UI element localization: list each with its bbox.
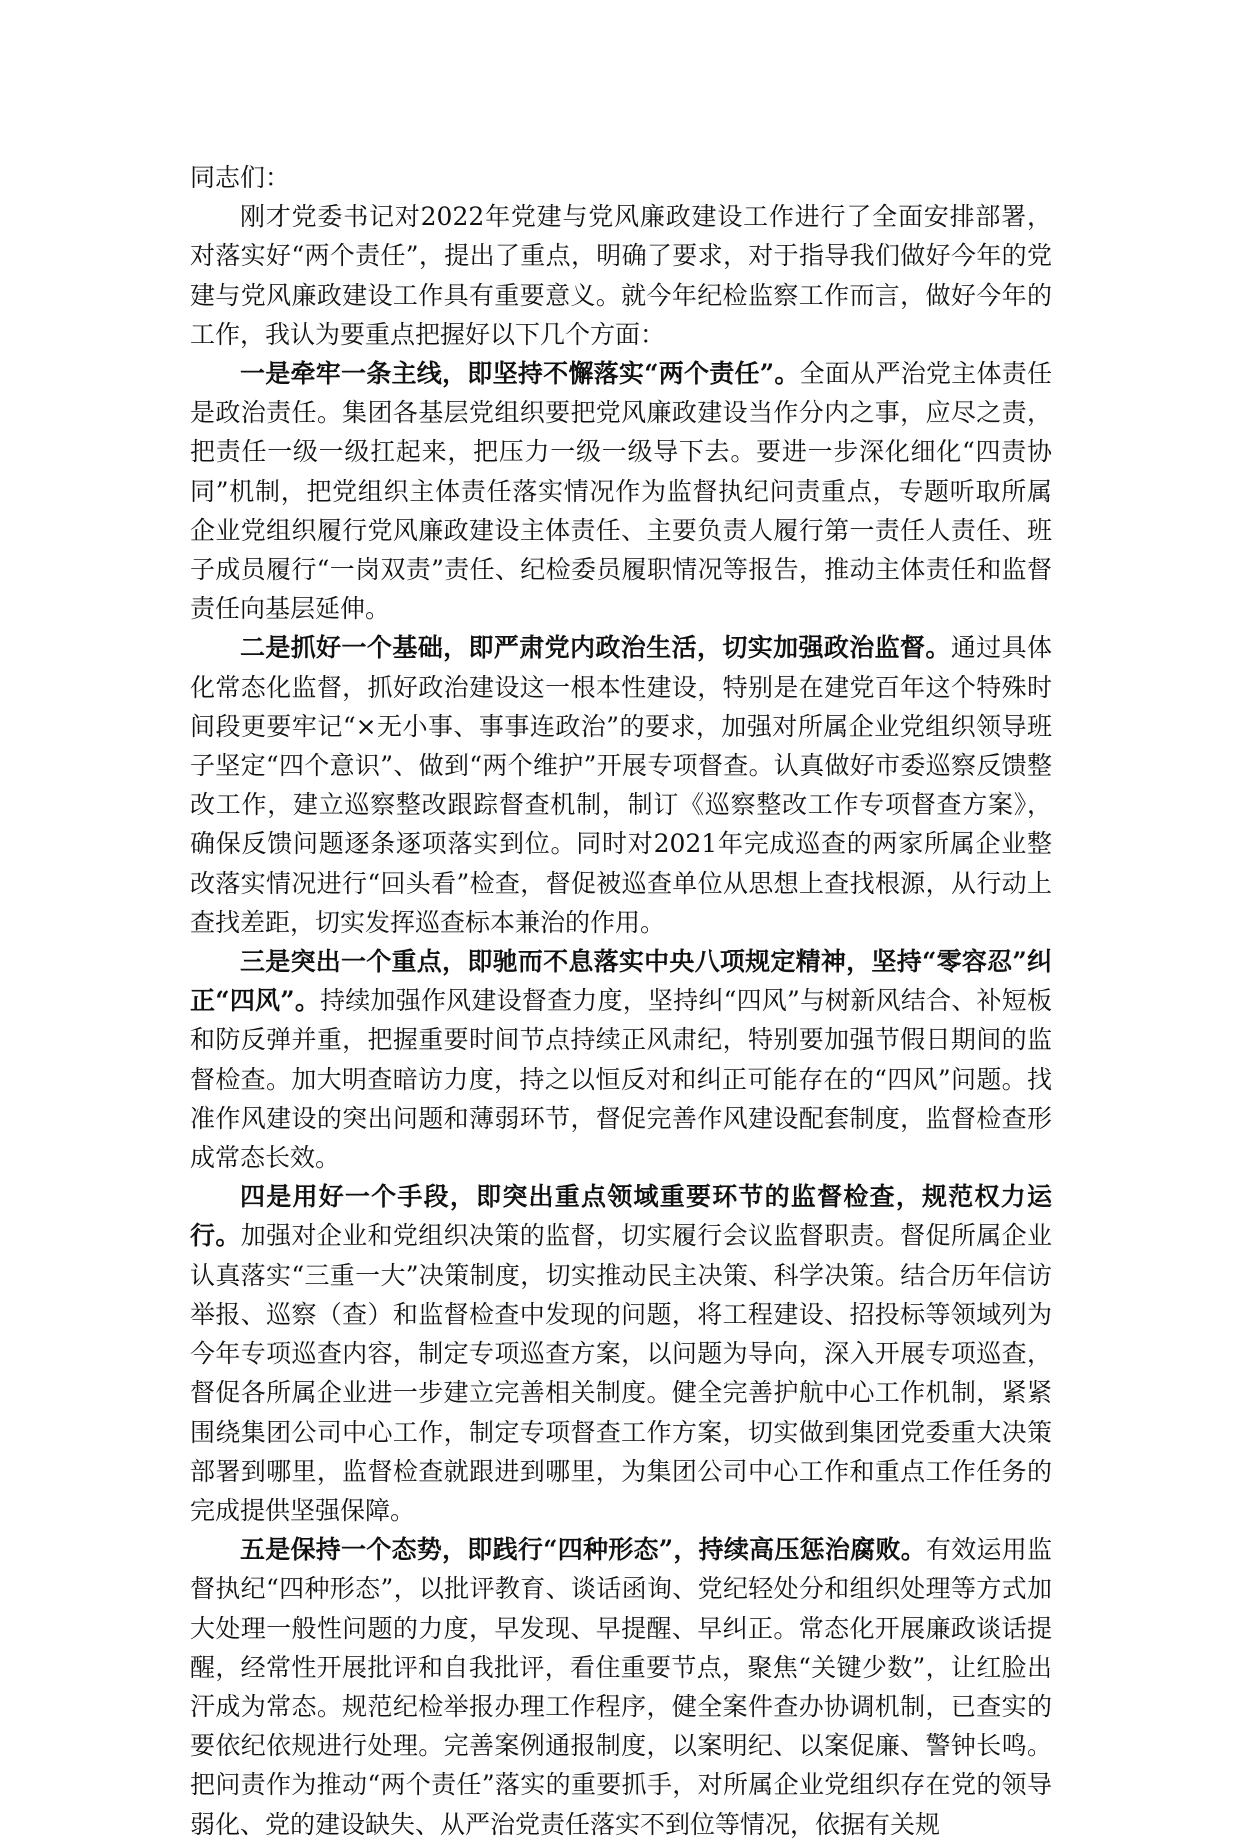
- section-body-3: 持续加强作风建设督查力度，坚持纠“四风”与树新风结合、补短板和防反弹并重，把握重要时间节点持续正风肃纪，特别要加强节假日期间的监督检查。加大明查暗访力度，持之以恒反对和纠正可能存在的“四风”问题。找准作风建设的突出问题和薄弱环节，督促完善作风建设配套制度，监督检查形成常态长效。: [190, 986, 1052, 1173]
- salutation: 同志们：: [190, 163, 291, 192]
- section-paragraph-2: [190, 628, 1052, 942]
- section-body-1: 全面从严治党主体责任是政治责任。集团各基层党组织要把党风廉政建设当作分内之事，应尽之责，把责任一级一级扛起来，把压力一级一级导下去。要进一步深化细化“四责协同”机制，把党组织主体责任落实情况作为监督执纪问责重点，专题听取所属企业党组织履行党风廉政建设主体责任、主要负责人履行第一责任人责任、班子成员履行“一岗双责”责任、纪检委员履职情况等报告，推动主体责任和监督责任向基层延伸。: [190, 359, 1052, 624]
- section-body-2: 通过具体化常态化监督，抓好政治建设这一根本性建设，特别是在建党百年这个特殊时间段更要牢记“×无小事、事事连政治”的要求，加强对所属企业党组织领导班子坚定“四个意识”、做到“两个维护”开展专项督查。认真做好市委巡察反馈整改工作，建立巡察整改跟踪督查机制，制订《巡察整改工作专项督查方案》，确保反馈问题逐条逐项落实到位。同时对2021年完成巡查的两家所属企业整改落实情况进行“回头看”检查，督促被巡查单位从思想上查找根源，从行动上查找差距，切实发挥巡查标本兼治的作用。: [190, 633, 1052, 937]
- section-body-5: 有效运用监督执纪“四种形态”，以批评教育、谈话函询、党纪轻处分和组织处理等方式加大处理一般性问题的力度，早发现、早提醒、早纠正。常态化开展廉政谈话提醒，经常性开展批评和自我批评，看住重要节点，聚焦“关键少数”，让红脸出汗成为常态。规范纪检举报办理工作程序，健全案件查办协调机制，已查实的要依纪依规进行处理。完善案例通报制度，以案明纪、以案促廉、警钟长鸣。把问责作为推动“两个责任”落实的重要抓手，对所属企业党组织存在党的领导弱化、党的建设缺失、从严治党责任落实不到位等情况，依据有关规: [190, 1535, 1052, 1839]
- intro-paragraph: 刚才党委书记对2022年党建与党风廉政建设工作进行了全面安排部署，对落实好“两个责任”，提出了重点，明确了要求，对于指导我们做好今年的党建与党风廉政建设工作具有重要意义。就今年纪检监察工作而言，做好今年的工作，我认为要重点把握好以下几个方面：: [190, 202, 1052, 349]
- section-paragraph-3: [190, 942, 1052, 1177]
- section-lead-4: 四是用好一个手段，即突出重点领域重要环节的监督检查，规范权力运行。: [190, 1182, 1052, 1251]
- section-paragraph-1: [190, 354, 1052, 628]
- section-body-4: 加强对企业和党组织决策的监督，切实履行会议监督职责。督促所属企业认真落实“三重一大”决策制度，切实推动民主决策、科学决策。结合历年信访举报、巡察（查）和监督检查中发现的问题，将工程建设、招投标等领域列为今年专项巡查内容，制定专项巡查方案，以问题为导向，深入开展专项巡查，督促各所属企业进一步建立完善相关制度。健全完善护航中心工作机制，紧紧围绕集团公司中心工作，制定专项督查工作方案，切实做到集团党委重大决策部署到哪里，监督检查就跟进到哪里，为集团公司中心工作和重点工作任务的完成提供坚强保障。: [190, 1221, 1052, 1525]
- section-paragraph-4: [190, 1177, 1052, 1530]
- section-lead-1: 一是牵牢一条主线，即坚持不懈落实“两个责任”。: [240, 359, 800, 389]
- section-lead-2: 二是抓好一个基础，即严肃党内政治生活，切实加强政治监督。: [240, 633, 951, 663]
- document-page: [190, 158, 1052, 1844]
- section-lead-3: 三是突出一个重点，即驰而不息落实中央八项规定精神，坚持“零容忍”纠正“四风”。: [190, 947, 1052, 1016]
- section-paragraph-5: [190, 1530, 1052, 1844]
- section-lead-5: 五是保持一个态势，即践行“四种形态”，持续高压惩治腐败。: [240, 1535, 926, 1565]
